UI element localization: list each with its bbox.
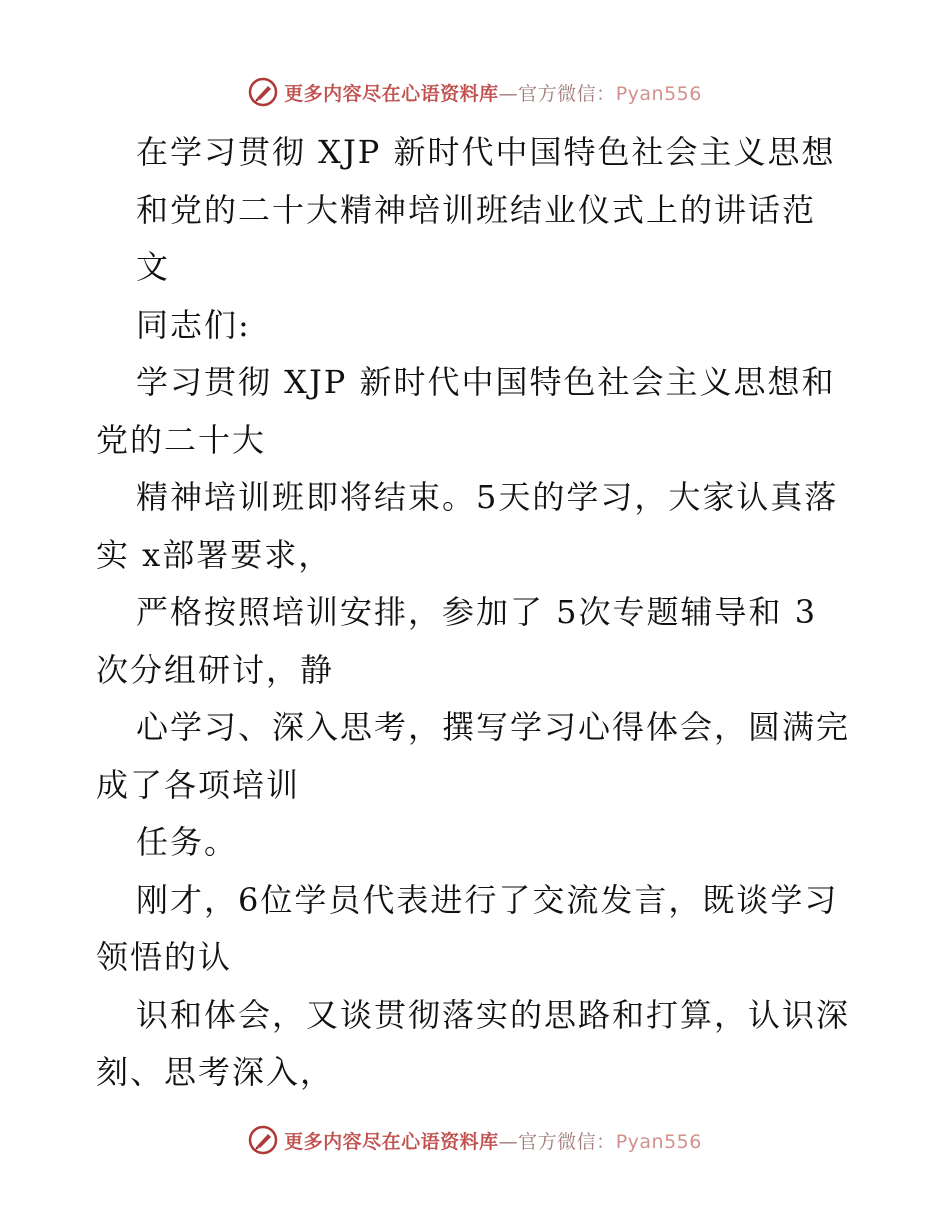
title-line-3: 文: [136, 248, 171, 286]
watermark-text: 更多内容尽在心语资料库—官方微信：Pyan556: [284, 1130, 702, 1153]
salutation: 同志们:: [136, 305, 251, 344]
paragraph-line: 领悟的认: [96, 938, 233, 976]
paragraph-line: 刚才，6位学员代表进行了交流发言，既谈学习: [136, 880, 839, 919]
paragraph-line: 刻、思考深入，: [96, 1053, 335, 1091]
paragraph-line: 任务。: [136, 823, 239, 861]
watermark-text: 更多内容尽在心语资料库—官方微信：Pyan556: [284, 82, 702, 105]
pen-logo-icon: [248, 77, 278, 107]
footer-watermark: [0, 1120, 950, 1160]
paragraph-line: 严格按照培训安排，参加了 5次专题辅导和 3: [136, 593, 818, 631]
pen-logo-icon: [248, 1125, 278, 1155]
paragraph-line: 学习贯彻 XJP 新时代中国特色社会主义思想和: [136, 363, 836, 401]
paragraph-line: 成了各项培训: [96, 765, 301, 804]
paragraph-line: 实 x部署要求，: [96, 535, 333, 574]
paragraph-line: 识和体会，又谈贯彻落实的思路和打算，认识深: [136, 995, 851, 1034]
document-body: [96, 124, 866, 1102]
paragraph-line: 精神培训班即将结束。5天的学习，大家认真落: [136, 478, 839, 516]
title-line-1: 在学习贯彻 XJP 新时代中国特色社会主义思想: [136, 133, 836, 171]
paragraph-line: 次分组研讨，静: [96, 650, 335, 689]
title-line-2: 和党的二十大精神培训班结业仪式上的讲话范: [136, 190, 817, 229]
paragraph-line: 党的二十大: [96, 420, 267, 459]
header-watermark: [0, 72, 950, 112]
paragraph-line: 心学习、深入思考，撰写学习心得体会，圆满完: [136, 708, 851, 746]
